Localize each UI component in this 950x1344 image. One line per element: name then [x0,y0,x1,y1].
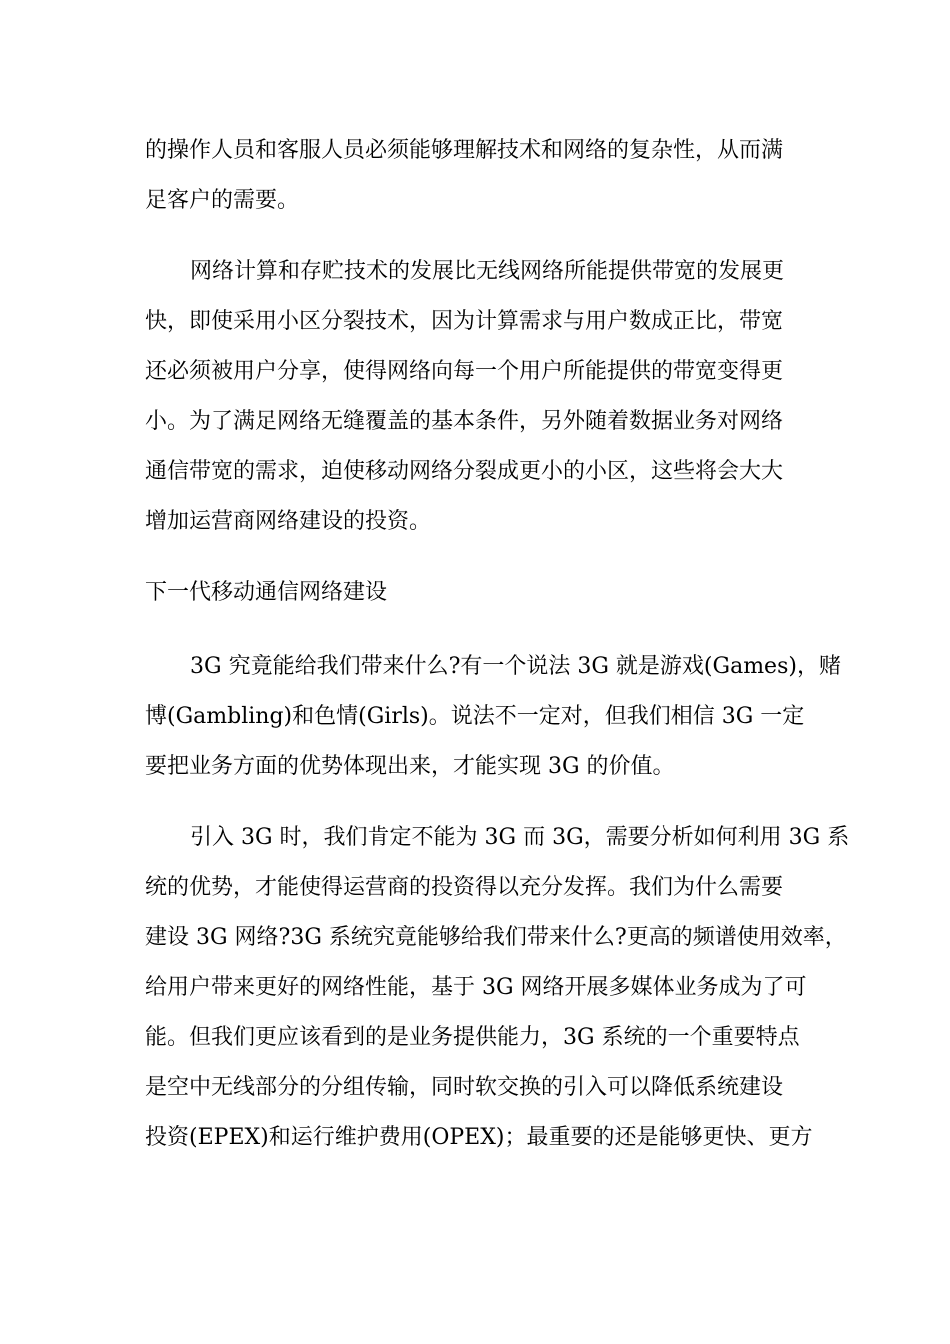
text-line: 通信带宽的需求，迫使移动网络分裂成更小的小区，这些将会大大 [145,459,784,484]
text-line: 足客户的需要。 [145,188,300,213]
text-line: 是空中无线部分的分组传输，同时软交换的引入可以降低系统建设 [145,1075,784,1100]
text-line: 建设 3G 网络?3G 系统究竟能够给我们带来什么?更高的频谱使用效率， [145,925,847,950]
section-heading: 下一代移动通信网络建设 [145,580,388,605]
text-line: 投资(EPEX)和运行维护费用(OPEX)；最重要的还是能够更快、更方 [145,1125,813,1150]
text-line: 能。但我们更应该看到的是业务提供能力，3G 系统的一个重要特点 [145,1025,800,1050]
text-line: 引入 3G 时，我们肯定不能为 3G 而 3G，需要分析如何利用 3G 系 [190,825,850,850]
text-line: 小。为了满足网络无缝覆盖的基本条件，另外随着数据业务对网络 [145,409,784,434]
text-line: 的操作人员和客服人员必须能够理解技术和网络的复杂性，从而满 [145,138,784,163]
text-line: 网络计算和存贮技术的发展比无线网络所能提供带宽的发展更 [190,259,785,284]
text-line: 还必须被用户分享，使得网络向每一个用户所能提供的带宽变得更 [145,359,784,384]
text-line: 给用户带来更好的网络性能，基于 3G 网络开展多媒体业务成为了可 [145,975,807,1000]
text-line: 3G 究竟能给我们带来什么?有一个说法 3G 就是游戏(Games)，赌 [190,654,841,679]
text-line: 统的优势，才能使得运营商的投资得以充分发挥。我们为什么需要 [145,875,784,900]
text-line: 要把业务方面的优势体现出来，才能实现 3G 的价值。 [145,754,675,779]
text-line: 博(Gambling)和色情(Girls)。说法不一定对，但我们相信 3G 一定 [145,704,805,729]
text-line: 快，即使采用小区分裂技术，因为计算需求与用户数成正比，带宽 [145,309,784,334]
text-line: 增加运营商网络建设的投资。 [145,509,432,534]
